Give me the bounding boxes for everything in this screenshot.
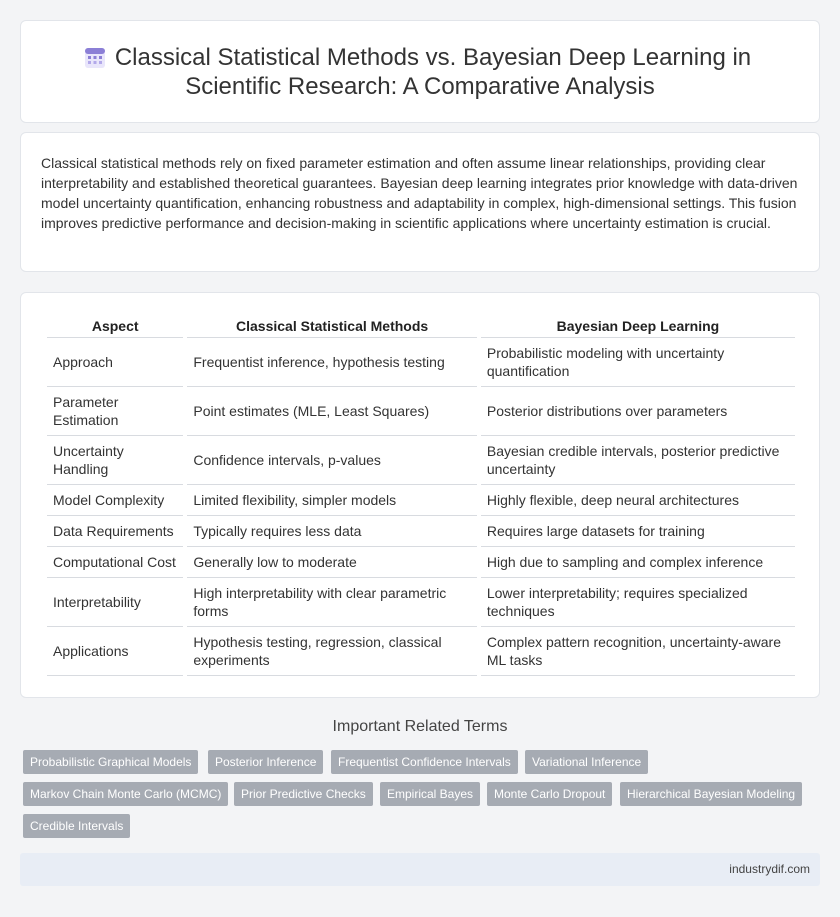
table-row bbox=[47, 516, 795, 547]
related-terms-title: Important Related Terms bbox=[332, 718, 508, 735]
comparison-table bbox=[43, 317, 799, 676]
comparison-table-card bbox=[20, 292, 820, 698]
intro-paragraph: Classical statistical methods rely on fixed parameter estimation and often assume linear relationships, providing clear interpretability and established theoretical guarantees. Bayesian deep learning integrates prior knowledge with data-driven model uncertainty quantification, enhancing robustness and adaptability in complex, high-dimensional settings. This fusion improves predictive performance and decision-making in scientific applications where uncertainty estimation is crucial. bbox=[41, 155, 798, 231]
footer-site[interactable]: industrydif.com bbox=[729, 862, 810, 876]
table-cell: Interpretability bbox=[47, 578, 183, 627]
table-cell: Computational Cost bbox=[47, 547, 183, 578]
table-cell: Limited flexibility, simpler models bbox=[187, 485, 477, 516]
footer bbox=[20, 853, 820, 886]
table-cell: Lower interpretability; requires specialized techniques bbox=[481, 578, 795, 627]
table-cell: Parameter Estimation bbox=[47, 387, 183, 436]
table-cell: Point estimates (MLE, Least Squares) bbox=[187, 387, 477, 436]
header-bayesian: Bayesian Deep Learning bbox=[481, 317, 795, 338]
intro-card bbox=[20, 132, 820, 272]
table-row bbox=[47, 578, 795, 627]
table-cell: Bayesian credible intervals, posterior predictive uncertainty bbox=[481, 436, 795, 485]
table-cell: Posterior distributions over parameters bbox=[481, 387, 795, 436]
table-header-row bbox=[47, 317, 795, 338]
tag-prior-predictive-checks[interactable]: Prior Predictive Checks bbox=[234, 782, 373, 806]
tag-frequentist-confidence-intervals[interactable]: Frequentist Confidence Intervals bbox=[331, 750, 518, 774]
tag-probabilistic-graphical-models[interactable]: Probabilistic Graphical Models bbox=[23, 750, 198, 774]
tag-variational-inference[interactable]: Variational Inference bbox=[525, 750, 648, 774]
tag-credible-intervals[interactable]: Credible Intervals bbox=[23, 814, 130, 838]
table-cell: Confidence intervals, p-values bbox=[187, 436, 477, 485]
table-cell: Frequentist inference, hypothesis testing bbox=[187, 338, 477, 387]
table-cell: Model Complexity bbox=[47, 485, 183, 516]
tag-monte-carlo-dropout[interactable]: Monte Carlo Dropout bbox=[487, 782, 612, 806]
table-row bbox=[47, 436, 795, 485]
table-cell: Data Requirements bbox=[47, 516, 183, 547]
table-cell: Requires large datasets for training bbox=[481, 516, 795, 547]
table-cell: High due to sampling and complex inference bbox=[481, 547, 795, 578]
table-cell: Uncertainty Handling bbox=[47, 436, 183, 485]
table-row bbox=[47, 338, 795, 387]
table-row bbox=[47, 547, 795, 578]
table-row bbox=[47, 485, 795, 516]
table-row bbox=[47, 627, 795, 676]
table-cell: Approach bbox=[47, 338, 183, 387]
table-cell: Generally low to moderate bbox=[187, 547, 477, 578]
tag-posterior-inference[interactable]: Posterior Inference bbox=[208, 750, 323, 774]
table-cell: Hypothesis testing, regression, classical experiments bbox=[187, 627, 477, 676]
tag-mcmc[interactable]: Markov Chain Monte Carlo (MCMC) bbox=[23, 782, 228, 806]
page-title: Classical Statistical Methods vs. Bayesian Deep Learning in Scientific Research: A Comparative Analysis bbox=[114, 44, 752, 100]
tag-hierarchical-bayesian-modeling[interactable]: Hierarchical Bayesian Modeling bbox=[620, 782, 802, 806]
title-card bbox=[20, 20, 820, 123]
header-aspect: Aspect bbox=[47, 317, 183, 338]
tag-empirical-bayes[interactable]: Empirical Bayes bbox=[380, 782, 480, 806]
table-cell: Applications bbox=[47, 627, 183, 676]
table-row bbox=[47, 387, 795, 436]
table-cell: Highly flexible, deep neural architectures bbox=[481, 485, 795, 516]
table-cell: Probabilistic modeling with uncertainty quantification bbox=[481, 338, 795, 387]
header-classical: Classical Statistical Methods bbox=[187, 317, 477, 338]
table-cell: Typically requires less data bbox=[187, 516, 477, 547]
table-cell: Complex pattern recognition, uncertainty-aware ML tasks bbox=[481, 627, 795, 676]
table-cell: High interpretability with clear parametric forms bbox=[187, 578, 477, 627]
